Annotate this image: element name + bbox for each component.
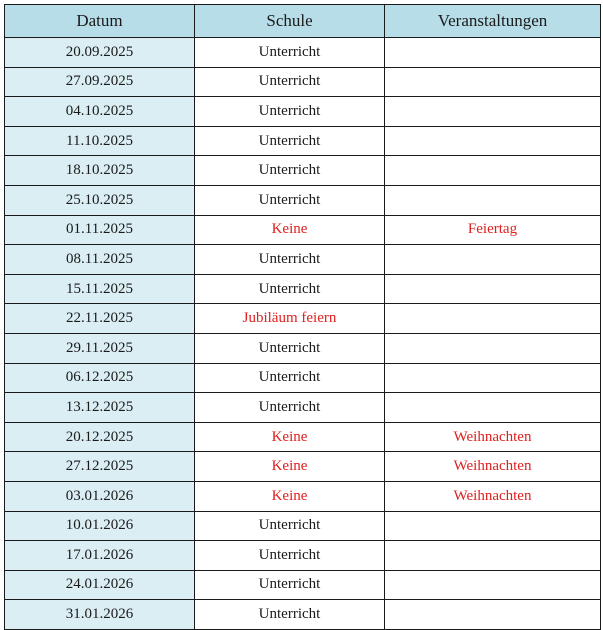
event-cell xyxy=(385,67,601,97)
table-row xyxy=(5,38,601,68)
table-row xyxy=(5,245,601,275)
event-cell xyxy=(385,156,601,186)
table-row xyxy=(5,570,601,600)
table-row xyxy=(5,126,601,156)
event-cell xyxy=(385,511,601,541)
date-cell: 11.10.2025 xyxy=(5,126,195,156)
event-cell xyxy=(385,245,601,275)
table-row xyxy=(5,363,601,393)
schedule-table xyxy=(4,4,601,630)
date-cell: 25.10.2025 xyxy=(5,185,195,215)
table-row xyxy=(5,304,601,334)
school-cell: Unterricht xyxy=(195,363,385,393)
column-header-date: Datum xyxy=(5,5,195,38)
table-row xyxy=(5,215,601,245)
event-cell xyxy=(385,541,601,571)
school-cell: Keine xyxy=(195,215,385,245)
event-cell xyxy=(385,185,601,215)
event-cell xyxy=(385,600,601,630)
date-cell: 29.11.2025 xyxy=(5,333,195,363)
event-cell: Weihnachten xyxy=(385,481,601,511)
date-cell: 27.12.2025 xyxy=(5,452,195,482)
table-row xyxy=(5,67,601,97)
school-cell: Unterricht xyxy=(195,245,385,275)
school-cell: Unterricht xyxy=(195,600,385,630)
event-cell xyxy=(385,274,601,304)
event-cell xyxy=(385,97,601,127)
date-cell: 04.10.2025 xyxy=(5,97,195,127)
table-row xyxy=(5,185,601,215)
school-cell: Unterricht xyxy=(195,511,385,541)
table-row xyxy=(5,452,601,482)
date-cell: 08.11.2025 xyxy=(5,245,195,275)
event-cell: Feiertag xyxy=(385,215,601,245)
school-cell: Unterricht xyxy=(195,393,385,423)
school-cell: Unterricht xyxy=(195,185,385,215)
table-row xyxy=(5,541,601,571)
school-cell: Keine xyxy=(195,452,385,482)
event-cell xyxy=(385,126,601,156)
date-cell: 17.01.2026 xyxy=(5,541,195,571)
date-cell: 01.11.2025 xyxy=(5,215,195,245)
school-cell: Unterricht xyxy=(195,156,385,186)
table-row xyxy=(5,511,601,541)
column-header-school: Schule xyxy=(195,5,385,38)
date-cell: 18.10.2025 xyxy=(5,156,195,186)
table-row xyxy=(5,481,601,511)
date-cell: 10.01.2026 xyxy=(5,511,195,541)
school-cell: Unterricht xyxy=(195,333,385,363)
date-cell: 24.01.2026 xyxy=(5,570,195,600)
table-row xyxy=(5,156,601,186)
date-cell: 22.11.2025 xyxy=(5,304,195,334)
school-cell: Unterricht xyxy=(195,274,385,304)
school-cell: Unterricht xyxy=(195,541,385,571)
school-cell: Unterricht xyxy=(195,67,385,97)
school-cell: Unterricht xyxy=(195,97,385,127)
table-row xyxy=(5,393,601,423)
event-cell xyxy=(385,393,601,423)
date-cell: 03.01.2026 xyxy=(5,481,195,511)
table-row xyxy=(5,274,601,304)
date-cell: 06.12.2025 xyxy=(5,363,195,393)
school-cell: Keine xyxy=(195,422,385,452)
school-cell: Unterricht xyxy=(195,126,385,156)
school-cell: Unterricht xyxy=(195,570,385,600)
date-cell: 13.12.2025 xyxy=(5,393,195,423)
table-row xyxy=(5,97,601,127)
event-cell xyxy=(385,38,601,68)
table-row xyxy=(5,600,601,630)
date-cell: 15.11.2025 xyxy=(5,274,195,304)
school-cell: Jubiläum feiern xyxy=(195,304,385,334)
date-cell: 31.01.2026 xyxy=(5,600,195,630)
date-cell: 27.09.2025 xyxy=(5,67,195,97)
header-row xyxy=(5,5,601,38)
event-cell xyxy=(385,304,601,334)
event-cell xyxy=(385,570,601,600)
date-cell: 20.12.2025 xyxy=(5,422,195,452)
schedule-body xyxy=(5,38,601,630)
event-cell: Weihnachten xyxy=(385,452,601,482)
event-cell: Weihnachten xyxy=(385,422,601,452)
column-header-events: Veranstaltungen xyxy=(385,5,601,38)
event-cell xyxy=(385,333,601,363)
event-cell xyxy=(385,363,601,393)
school-cell: Unterricht xyxy=(195,38,385,68)
table-row xyxy=(5,422,601,452)
school-cell: Keine xyxy=(195,481,385,511)
table-row xyxy=(5,333,601,363)
date-cell: 20.09.2025 xyxy=(5,38,195,68)
